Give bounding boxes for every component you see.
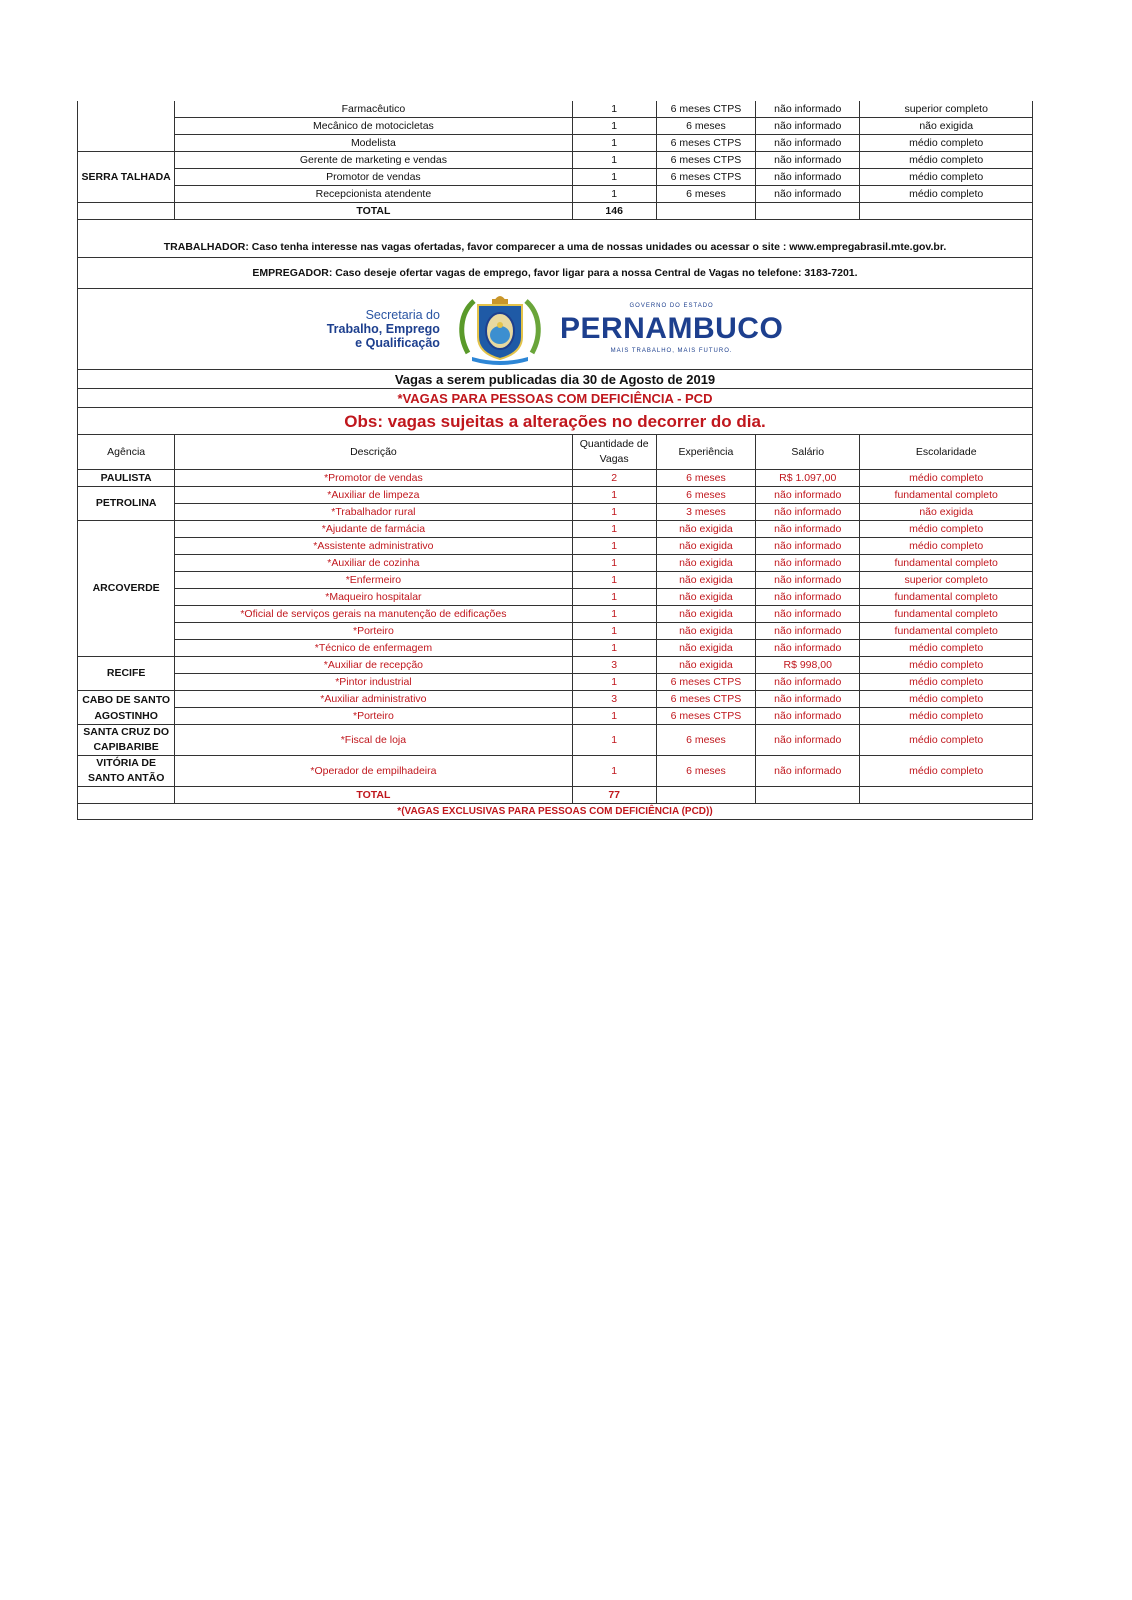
agency-petrolina: PETROLINA — [78, 487, 175, 521]
cell-descricao: *Porteiro — [175, 708, 572, 725]
pcd-footnote: *(VAGAS EXCLUSIVAS PARA PESSOAS COM DEFICIÊNCIA (PCD)) — [78, 804, 1033, 820]
cell-descricao: *Enfermeiro — [175, 572, 572, 589]
table-row — [78, 555, 1033, 572]
cell-quantidade: 1 — [572, 504, 656, 521]
agency-serra-talhada: SERRA TALHADA — [78, 152, 175, 203]
cell-salario: não informado — [756, 572, 860, 589]
cell-salario: não informado — [756, 691, 860, 708]
cell-salario: não informado — [756, 589, 860, 606]
cell-escolaridade: superior completo — [860, 101, 1033, 118]
cell-experiencia: não exigida — [656, 572, 755, 589]
total-label: TOTAL — [175, 203, 572, 220]
cell-quantidade: 2 — [572, 470, 656, 487]
cell-escolaridade: médio completo — [860, 169, 1033, 186]
cell-salario: não informado — [756, 555, 860, 572]
cell-experiencia: 6 meses CTPS — [656, 674, 755, 691]
table-row — [78, 691, 1033, 708]
empty-cell — [860, 787, 1033, 804]
cell-quantidade: 1 — [572, 521, 656, 538]
cell-descricao: Gerente de marketing e vendas — [175, 152, 572, 169]
total-row — [78, 203, 1033, 220]
total-value: 146 — [572, 203, 656, 220]
cell-quantidade: 1 — [572, 756, 656, 787]
cell-quantidade: 1 — [572, 118, 656, 135]
empty-cell — [860, 203, 1033, 220]
cell-escolaridade: médio completo — [860, 521, 1033, 538]
cell-quantidade: 1 — [572, 135, 656, 152]
cell-escolaridade: médio completo — [860, 657, 1033, 674]
cell-salario: não informado — [756, 674, 860, 691]
pcd-subtitle-row — [78, 389, 1033, 408]
table-header-row — [78, 435, 1033, 470]
cell-quantidade: 1 — [572, 640, 656, 657]
pcd-date-title: Vagas a serem publicadas dia 30 de Agosto de 2019 — [78, 370, 1033, 389]
cell-experiencia: 6 meses — [656, 470, 755, 487]
table-row — [78, 657, 1033, 674]
table-row — [78, 118, 1033, 135]
agency-arcoverde: ARCOVERDE — [78, 521, 175, 657]
cell-salario: não informado — [756, 521, 860, 538]
title-row — [78, 370, 1033, 389]
cell-quantidade: 1 — [572, 674, 656, 691]
cell-experiencia: não exigida — [656, 606, 755, 623]
cell-descricao: *Oficial de serviços gerais na manutenção de edificações — [175, 606, 572, 623]
cell-escolaridade: médio completo — [860, 674, 1033, 691]
obs-note: Obs: vagas sujeitas a alterações no decorrer do dia. — [78, 408, 1033, 435]
empty-cell — [78, 787, 175, 804]
slogan: MAIS TRABALHO, MAIS FUTURO. — [610, 348, 733, 354]
table-row — [78, 487, 1033, 504]
cell-descricao: *Maqueiro hospitalar — [175, 589, 572, 606]
cell-experiencia: 6 meses CTPS — [656, 169, 755, 186]
empty-cell — [656, 203, 755, 220]
cell-descricao: Recepcionista atendente — [175, 186, 572, 203]
cell-experiencia: não exigida — [656, 640, 755, 657]
cell-descricao: Farmacêutico — [175, 101, 572, 118]
job-table — [77, 101, 1033, 820]
header-experiencia: Experiência — [656, 435, 755, 470]
header-agencia: Agência — [78, 435, 175, 470]
cell-quantidade: 1 — [572, 606, 656, 623]
cell-quantidade: 3 — [572, 691, 656, 708]
cell-descricao: *Auxiliar de limpeza — [175, 487, 572, 504]
banner — [78, 289, 1033, 370]
pernambuco-logo — [560, 300, 783, 358]
agency-santa-cruz-do-capibaribe: SANTA CRUZ DO CAPIBARIBE — [78, 725, 175, 756]
agency-cabo-de-santo-agostinho: CABO DE SANTO AGOSTINHO — [78, 691, 175, 725]
table-row — [78, 135, 1033, 152]
secretaria-logo-text — [327, 308, 440, 350]
cell-quantidade: 1 — [572, 708, 656, 725]
cell-experiencia: não exigida — [656, 657, 755, 674]
cell-descricao: Modelista — [175, 135, 572, 152]
cell-salario: não informado — [756, 725, 860, 756]
table-row — [78, 521, 1033, 538]
cell-salario: não informado — [756, 118, 860, 135]
cell-escolaridade: médio completo — [860, 756, 1033, 787]
cell-quantidade: 1 — [572, 101, 656, 118]
table-row — [78, 572, 1033, 589]
cell-experiencia: 6 meses — [656, 725, 755, 756]
table-row — [78, 640, 1033, 657]
cell-salario: não informado — [756, 623, 860, 640]
cell-experiencia: 3 meses — [656, 504, 755, 521]
secretaria-line-3: e Qualificação — [355, 336, 440, 350]
table-row — [78, 470, 1033, 487]
table-row — [78, 606, 1033, 623]
cell-escolaridade: médio completo — [860, 135, 1033, 152]
notice-row-empregador — [78, 258, 1033, 289]
cell-salario: não informado — [756, 135, 860, 152]
table-row — [78, 538, 1033, 555]
banner-row — [78, 289, 1033, 370]
cell-descricao: *Operador de empilhadeira — [175, 756, 572, 787]
cell-salario: não informado — [756, 606, 860, 623]
obs-row — [78, 408, 1033, 435]
cell-quantidade: 1 — [572, 725, 656, 756]
cell-quantidade: 1 — [572, 169, 656, 186]
cell-salario: não informado — [756, 640, 860, 657]
header-descricao: Descrição — [175, 435, 572, 470]
cell-escolaridade: médio completo — [860, 708, 1033, 725]
cell-escolaridade: médio completo — [860, 470, 1033, 487]
cell-experiencia: 6 meses — [656, 756, 755, 787]
cell-experiencia: não exigida — [656, 623, 755, 640]
table-row — [78, 589, 1033, 606]
header-escolaridade: Escolaridade — [860, 435, 1033, 470]
cell-salario: não informado — [756, 487, 860, 504]
cell-salario: R$ 1.097,00 — [756, 470, 860, 487]
cell-escolaridade: fundamental completo — [860, 623, 1033, 640]
table-row — [78, 674, 1033, 691]
cell-experiencia: 6 meses — [656, 118, 755, 135]
cell-quantidade: 1 — [572, 572, 656, 589]
cell-salario: não informado — [756, 152, 860, 169]
cell-escolaridade: médio completo — [860, 640, 1033, 657]
cell-escolaridade: fundamental completo — [860, 487, 1033, 504]
notice-row-trabalhador — [78, 220, 1033, 258]
secretaria-line-2: Trabalho, Emprego — [326, 322, 440, 336]
cell-experiencia: 6 meses CTPS — [656, 152, 755, 169]
cell-descricao: *Fiscal de loja — [175, 725, 572, 756]
cell-escolaridade: médio completo — [860, 691, 1033, 708]
table-row — [78, 623, 1033, 640]
cell-escolaridade: médio completo — [860, 725, 1033, 756]
cell-salario: não informado — [756, 504, 860, 521]
cell-descricao: *Auxiliar de cozinha — [175, 555, 572, 572]
empty-cell — [756, 203, 860, 220]
cell-experiencia: 6 meses — [656, 487, 755, 504]
pcd-total-value: 77 — [572, 787, 656, 804]
table-row — [78, 504, 1033, 521]
pcd-total-label: TOTAL — [175, 787, 572, 804]
cell-experiencia: 6 meses CTPS — [656, 708, 755, 725]
cell-quantidade: 1 — [572, 589, 656, 606]
pcd-subtitle: *VAGAS PARA PESSOAS COM DEFICIÊNCIA - PCD — [78, 389, 1033, 408]
cell-quantidade: 1 — [572, 186, 656, 203]
cell-quantidade: 3 — [572, 657, 656, 674]
agency-recife: RECIFE — [78, 657, 175, 691]
table-row — [78, 186, 1033, 203]
cell-salario: não informado — [756, 708, 860, 725]
cell-descricao: Promotor de vendas — [175, 169, 572, 186]
empty-cell — [78, 203, 175, 220]
cell-descricao: *Assistente administrativo — [175, 538, 572, 555]
notice-trabalhador: TRABALHADOR: Caso tenha interesse nas vagas ofertadas, favor comparecer a uma de nossas unidades ou acessar o site : www.empregabrasil.mte.gov.br. — [78, 220, 1033, 258]
header-quantidade: Quantidade de Vagas — [572, 435, 656, 470]
cell-quantidade: 1 — [572, 487, 656, 504]
cell-escolaridade: não exigida — [860, 118, 1033, 135]
cell-descricao: *Pintor industrial — [175, 674, 572, 691]
cell-escolaridade: fundamental completo — [860, 555, 1033, 572]
cell-descricao: *Ajudante de farmácia — [175, 521, 572, 538]
cell-escolaridade: médio completo — [860, 152, 1033, 169]
cell-salario: não informado — [756, 101, 860, 118]
table-row — [78, 169, 1033, 186]
cell-descricao: *Promotor de vendas — [175, 470, 572, 487]
footnote-row — [78, 804, 1033, 820]
cell-experiencia: não exigida — [656, 521, 755, 538]
cell-experiencia: 6 meses CTPS — [656, 135, 755, 152]
cell-experiencia: 6 meses CTPS — [656, 691, 755, 708]
cell-experiencia: não exigida — [656, 538, 755, 555]
cell-descricao: *Trabalhador rural — [175, 504, 572, 521]
cell-salario: R$ 998,00 — [756, 657, 860, 674]
table-row — [78, 101, 1033, 118]
job-listing-sheet — [77, 101, 1033, 820]
pernambuco-coat-of-arms-icon — [454, 291, 546, 367]
total-row — [78, 787, 1033, 804]
cell-experiencia: 6 meses — [656, 186, 755, 203]
pernambuco-wordmark: PERNAMBUCO — [559, 312, 784, 345]
governo-label: GOVERNO DO ESTADO — [629, 303, 714, 309]
cell-escolaridade: não exigida — [860, 504, 1033, 521]
cell-salario: não informado — [756, 538, 860, 555]
table-row — [78, 756, 1033, 787]
cell-descricao: *Auxiliar de recepção — [175, 657, 572, 674]
cell-experiencia: não exigida — [656, 589, 755, 606]
cell-descricao: Mecânico de motocicletas — [175, 118, 572, 135]
cell-escolaridade: fundamental completo — [860, 606, 1033, 623]
cell-experiencia: 6 meses CTPS — [656, 101, 755, 118]
cell-experiencia: não exigida — [656, 555, 755, 572]
cell-escolaridade: fundamental completo — [860, 589, 1033, 606]
table-row — [78, 152, 1033, 169]
cell-escolaridade: superior completo — [860, 572, 1033, 589]
cell-descricao: *Auxiliar administrativo — [175, 691, 572, 708]
agency-vitoria-de-santo-antao: VITÓRIA DE SANTO ANTÃO — [78, 756, 175, 787]
logos — [80, 291, 1030, 367]
header-salario: Salário — [756, 435, 860, 470]
agency-cell-empty — [78, 101, 175, 152]
cell-escolaridade: médio completo — [860, 538, 1033, 555]
notice-empregador: EMPREGADOR: Caso deseje ofertar vagas de emprego, favor ligar para a nossa Central de Vagas no telefone: 3183-7201. — [78, 258, 1033, 289]
cell-salario: não informado — [756, 186, 860, 203]
secretaria-line-1: Secretaria do — [365, 308, 440, 322]
cell-salario: não informado — [756, 169, 860, 186]
agency-paulista: PAULISTA — [78, 470, 175, 487]
cell-descricao: *Técnico de enfermagem — [175, 640, 572, 657]
cell-quantidade: 1 — [572, 623, 656, 640]
cell-descricao: *Porteiro — [175, 623, 572, 640]
cell-escolaridade: médio completo — [860, 186, 1033, 203]
table-row — [78, 708, 1033, 725]
cell-quantidade: 1 — [572, 152, 656, 169]
empty-cell — [656, 787, 755, 804]
cell-quantidade: 1 — [572, 555, 656, 572]
table-row — [78, 725, 1033, 756]
cell-quantidade: 1 — [572, 538, 656, 555]
cell-salario: não informado — [756, 756, 860, 787]
empty-cell — [756, 787, 860, 804]
